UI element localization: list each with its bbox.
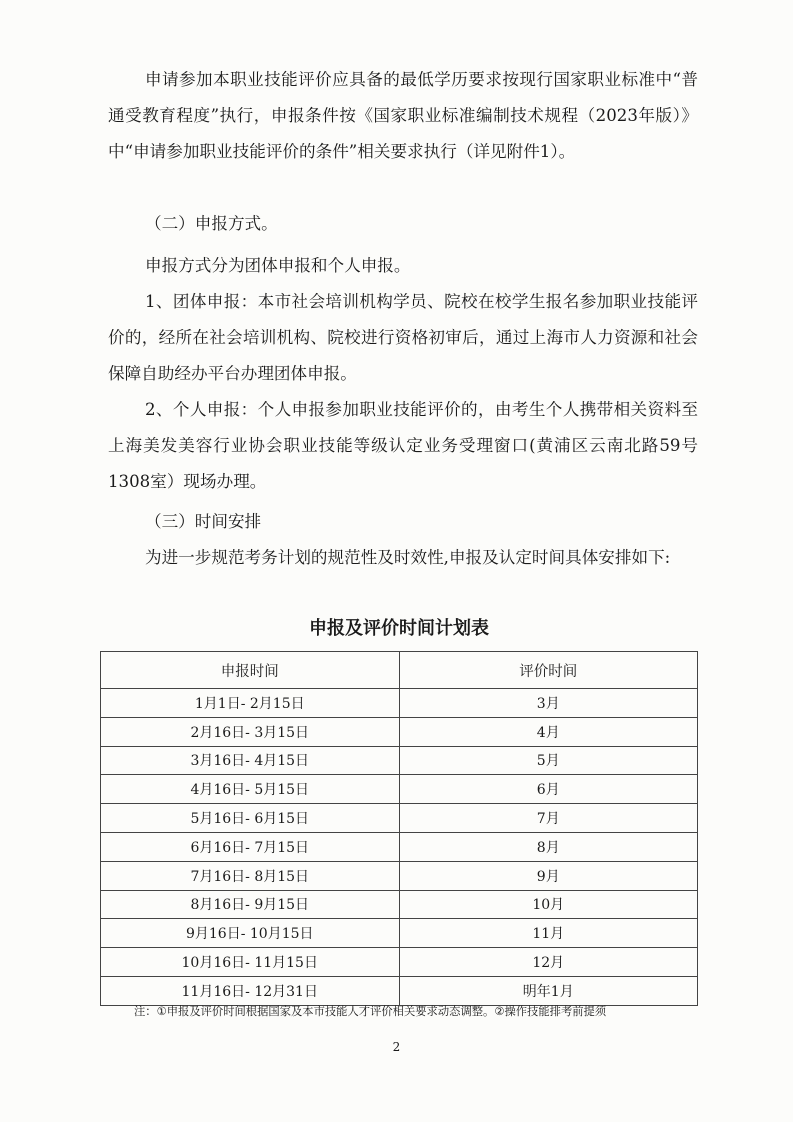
paragraph-individual-application: 2、个人申报：个人申报参加职业技能评价的，由考生个人携带相关资料至上海美发美容行业协会职业技能等级认定业务受理窗口(黄浦区云南北路59号1308室）现场办理。	[108, 400, 698, 491]
cell-evaluation-time: 9月	[399, 861, 698, 890]
table-row	[101, 919, 698, 948]
cell-evaluation-time: 明年1月	[399, 976, 698, 1005]
table-row	[101, 804, 698, 833]
table-header-row	[101, 652, 698, 689]
cell-application-time: 10月16日- 11月15日	[101, 948, 400, 977]
paragraph-education-requirement: 申请参加本职业技能评价应具备的最低学历要求按现行国家职业标准中“普通受教育程度”执行，申报条件按《国家职业标准编制技术规程（2023年版）》中“申请参加职业技能评价的条件”相关要求执行（详见附件1）。	[108, 70, 698, 161]
cell-application-time: 6月16日- 7月15日	[101, 832, 400, 861]
cell-evaluation-time: 11月	[399, 919, 698, 948]
cell-application-time: 2月16日- 3月15日	[101, 717, 400, 746]
cell-evaluation-time: 8月	[399, 832, 698, 861]
table-row	[101, 775, 698, 804]
table-row	[101, 976, 698, 1005]
cell-evaluation-time: 6月	[399, 775, 698, 804]
table-row	[101, 746, 698, 775]
paragraph-application-types: 申报方式分为团体申报和个人申报。	[145, 256, 411, 275]
table-title: 申报及评价时间计划表	[309, 618, 489, 639]
section-heading-schedule: （三）时间安排	[145, 512, 262, 531]
table-row	[101, 832, 698, 861]
cell-application-time: 1月1日- 2月15日	[101, 689, 400, 718]
cell-evaluation-time: 7月	[399, 804, 698, 833]
section-heading-application-method: （二）申报方式。	[145, 214, 278, 233]
paragraph-schedule-intro: 为进一步规范考务计划的规范性及时效性,申报及认定时间具体安排如下:	[145, 548, 671, 567]
cell-application-time: 3月16日- 4月15日	[101, 746, 400, 775]
table-row	[101, 717, 698, 746]
schedule-table	[100, 651, 698, 1006]
table-row	[101, 689, 698, 718]
page-number: 2	[392, 1040, 401, 1054]
cell-application-time: 7月16日- 8月15日	[101, 861, 400, 890]
cell-evaluation-time: 4月	[399, 717, 698, 746]
table-row	[101, 948, 698, 977]
cell-application-time: 11月16日- 12月31日	[101, 976, 400, 1005]
column-header-application-time: 申报时间	[101, 652, 400, 689]
cell-application-time: 9月16日- 10月15日	[101, 919, 400, 948]
table-row	[101, 890, 698, 919]
table-footnote: 注：①申报及评价时间根据国家及本市技能人才评价相关要求动态调整。②操作技能排考前提须	[134, 1005, 607, 1018]
cell-evaluation-time: 12月	[399, 948, 698, 977]
paragraph-group-application: 1、团体申报：本市社会培训机构学员、院校在校学生报名参加职业技能评价的，经所在社会培训机构、院校进行资格初审后，通过上海市人力资源和社会保障自助经办平台办理团体申报。	[108, 292, 698, 383]
cell-evaluation-time: 5月	[399, 746, 698, 775]
cell-application-time: 4月16日- 5月15日	[101, 775, 400, 804]
cell-evaluation-time: 10月	[399, 890, 698, 919]
cell-application-time: 8月16日- 9月15日	[101, 890, 400, 919]
table-row	[101, 861, 698, 890]
cell-evaluation-time: 3月	[399, 689, 698, 718]
cell-application-time: 5月16日- 6月15日	[101, 804, 400, 833]
column-header-evaluation-time: 评价时间	[399, 652, 698, 689]
